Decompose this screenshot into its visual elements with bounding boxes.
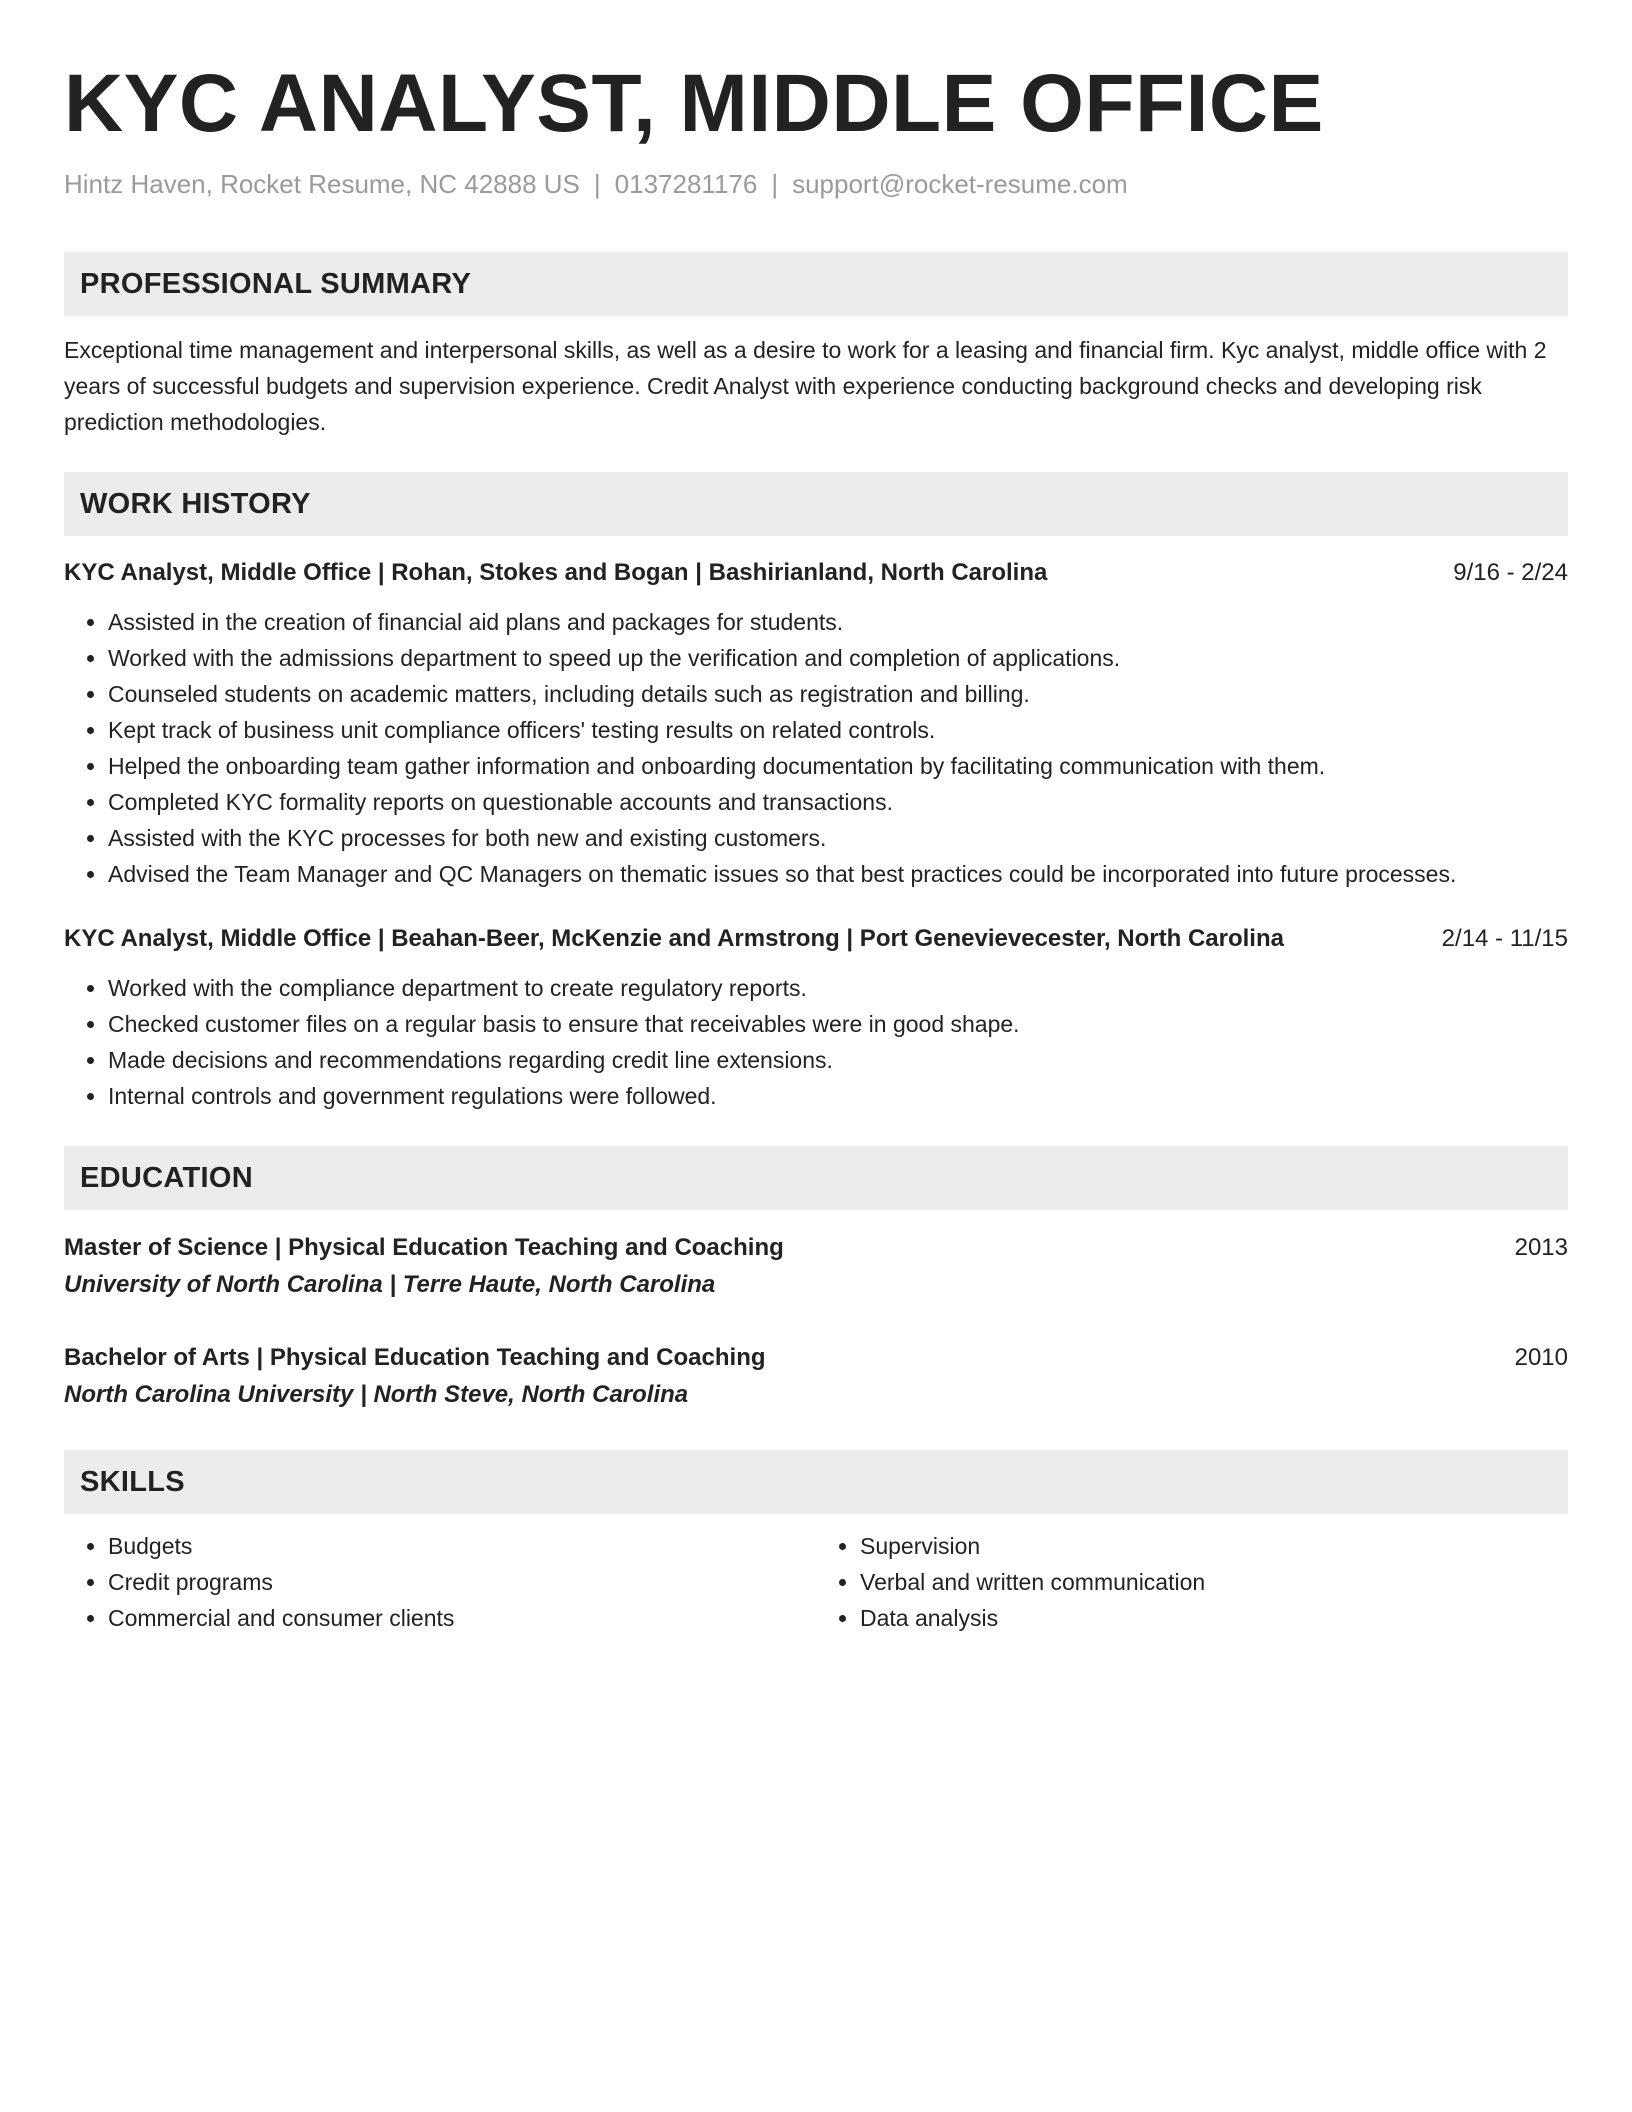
job-dates: 9/16 - 2/24 xyxy=(1453,559,1568,586)
job-bullet: • Internal controls and government regulations were followed. xyxy=(108,1078,1568,1114)
job-bullet: • Advised the Team Manager and QC Managers on thematic issues so that best practices could be incorporated into future processes. xyxy=(108,856,1568,892)
education-year: 2013 xyxy=(1514,1234,1568,1261)
skill-item: • Budgets xyxy=(108,1528,816,1564)
job-bullet: • Helped the onboarding team gather information and onboarding documentation by facilitating communication with them. xyxy=(108,748,1568,784)
skills-list xyxy=(816,1528,1568,1636)
summary-text: Exceptional time management and interpersonal skills, as well as a desire to work for a leasing and financial firm. Kyc analyst, middle office with 2 years of successful budgets and supervision experience. Credit Analyst with experience conducting background checks and developing risk prediction methodologies. xyxy=(64,337,1547,435)
job-bullet: • Worked with the compliance department to create regulatory reports. xyxy=(108,970,1568,1006)
contact-separator: | xyxy=(593,169,601,199)
skills-column-left xyxy=(64,1528,816,1636)
education-degree: Bachelor of Arts | Physical Education Teaching and Coaching xyxy=(64,1344,766,1371)
education-year: 2010 xyxy=(1514,1344,1568,1371)
job-bullet: • Checked customer files on a regular basis to ensure that receivables were in good shape. xyxy=(108,1006,1568,1042)
skills-grid xyxy=(64,1528,1568,1636)
skills-column-right xyxy=(816,1528,1568,1636)
education-school: University of North Carolina | Terre Haute, North Carolina xyxy=(64,1271,716,1298)
contact-line xyxy=(64,168,1568,200)
job-entry xyxy=(64,556,1568,892)
skill-item: • Commercial and consumer clients xyxy=(108,1600,816,1636)
education-heading-line xyxy=(64,1230,1568,1266)
skills-list xyxy=(64,1528,816,1636)
job-bullet: • Assisted with the KYC processes for both new and existing customers. xyxy=(108,820,1568,856)
education-entry xyxy=(64,1230,1568,1304)
contact-email: support@rocket-resume.com xyxy=(792,169,1128,199)
job-bullet: • Worked with the admissions department to speed up the verification and completion of applications. xyxy=(108,640,1568,676)
job-bullet-list xyxy=(64,604,1568,892)
skill-item: • Supervision xyxy=(860,1528,1568,1564)
section-header-skills: SKILLS xyxy=(64,1450,1568,1514)
contact-separator: | xyxy=(771,169,779,199)
job-entry xyxy=(64,922,1568,1114)
job-heading-line xyxy=(64,556,1568,590)
job-bullet: • Assisted in the creation of financial aid plans and packages for students. xyxy=(108,604,1568,640)
resume-name: KYC ANALYST, MIDDLE OFFICE xyxy=(64,58,1324,149)
skill-item: • Verbal and written communication xyxy=(860,1564,1568,1600)
contact-address: Hintz Haven, Rocket Resume, NC 42888 US xyxy=(64,169,580,199)
skill-item: • Credit programs xyxy=(108,1564,816,1600)
education-heading-line xyxy=(64,1340,1568,1376)
contact-phone: 0137281176 xyxy=(614,169,758,199)
job-bullet: • Completed KYC formality reports on questionable accounts and transactions. xyxy=(108,784,1568,820)
job-bullet: • Made decisions and recommendations regarding credit line extensions. xyxy=(108,1042,1568,1078)
education-school: North Carolina University | North Steve, North Carolina xyxy=(64,1381,689,1408)
education-degree: Master of Science | Physical Education Teaching and Coaching xyxy=(64,1234,784,1261)
job-dates: 2/14 - 11/15 xyxy=(1441,925,1568,952)
job-heading-line xyxy=(64,922,1568,956)
section-header-education: EDUCATION xyxy=(64,1146,1568,1210)
skill-item: • Data analysis xyxy=(860,1600,1568,1636)
job-bullet: • Kept track of business unit compliance officers' testing results on related controls. xyxy=(108,712,1568,748)
job-bullet-list xyxy=(64,970,1568,1114)
job-bullet: • Counseled students on academic matters, including details such as registration and billing. xyxy=(108,676,1568,712)
education-entry xyxy=(64,1340,1568,1414)
job-title: KYC Analyst, Middle Office | Beahan-Beer, McKenzie and Armstrong | Port Genevievecester, North Carolina xyxy=(64,925,1284,952)
section-header-work-history: WORK HISTORY xyxy=(64,472,1568,536)
job-title: KYC Analyst, Middle Office | Rohan, Stokes and Bogan | Bashirianland, North Carolina xyxy=(64,559,1048,586)
section-header-summary: PROFESSIONAL SUMMARY xyxy=(64,252,1568,316)
